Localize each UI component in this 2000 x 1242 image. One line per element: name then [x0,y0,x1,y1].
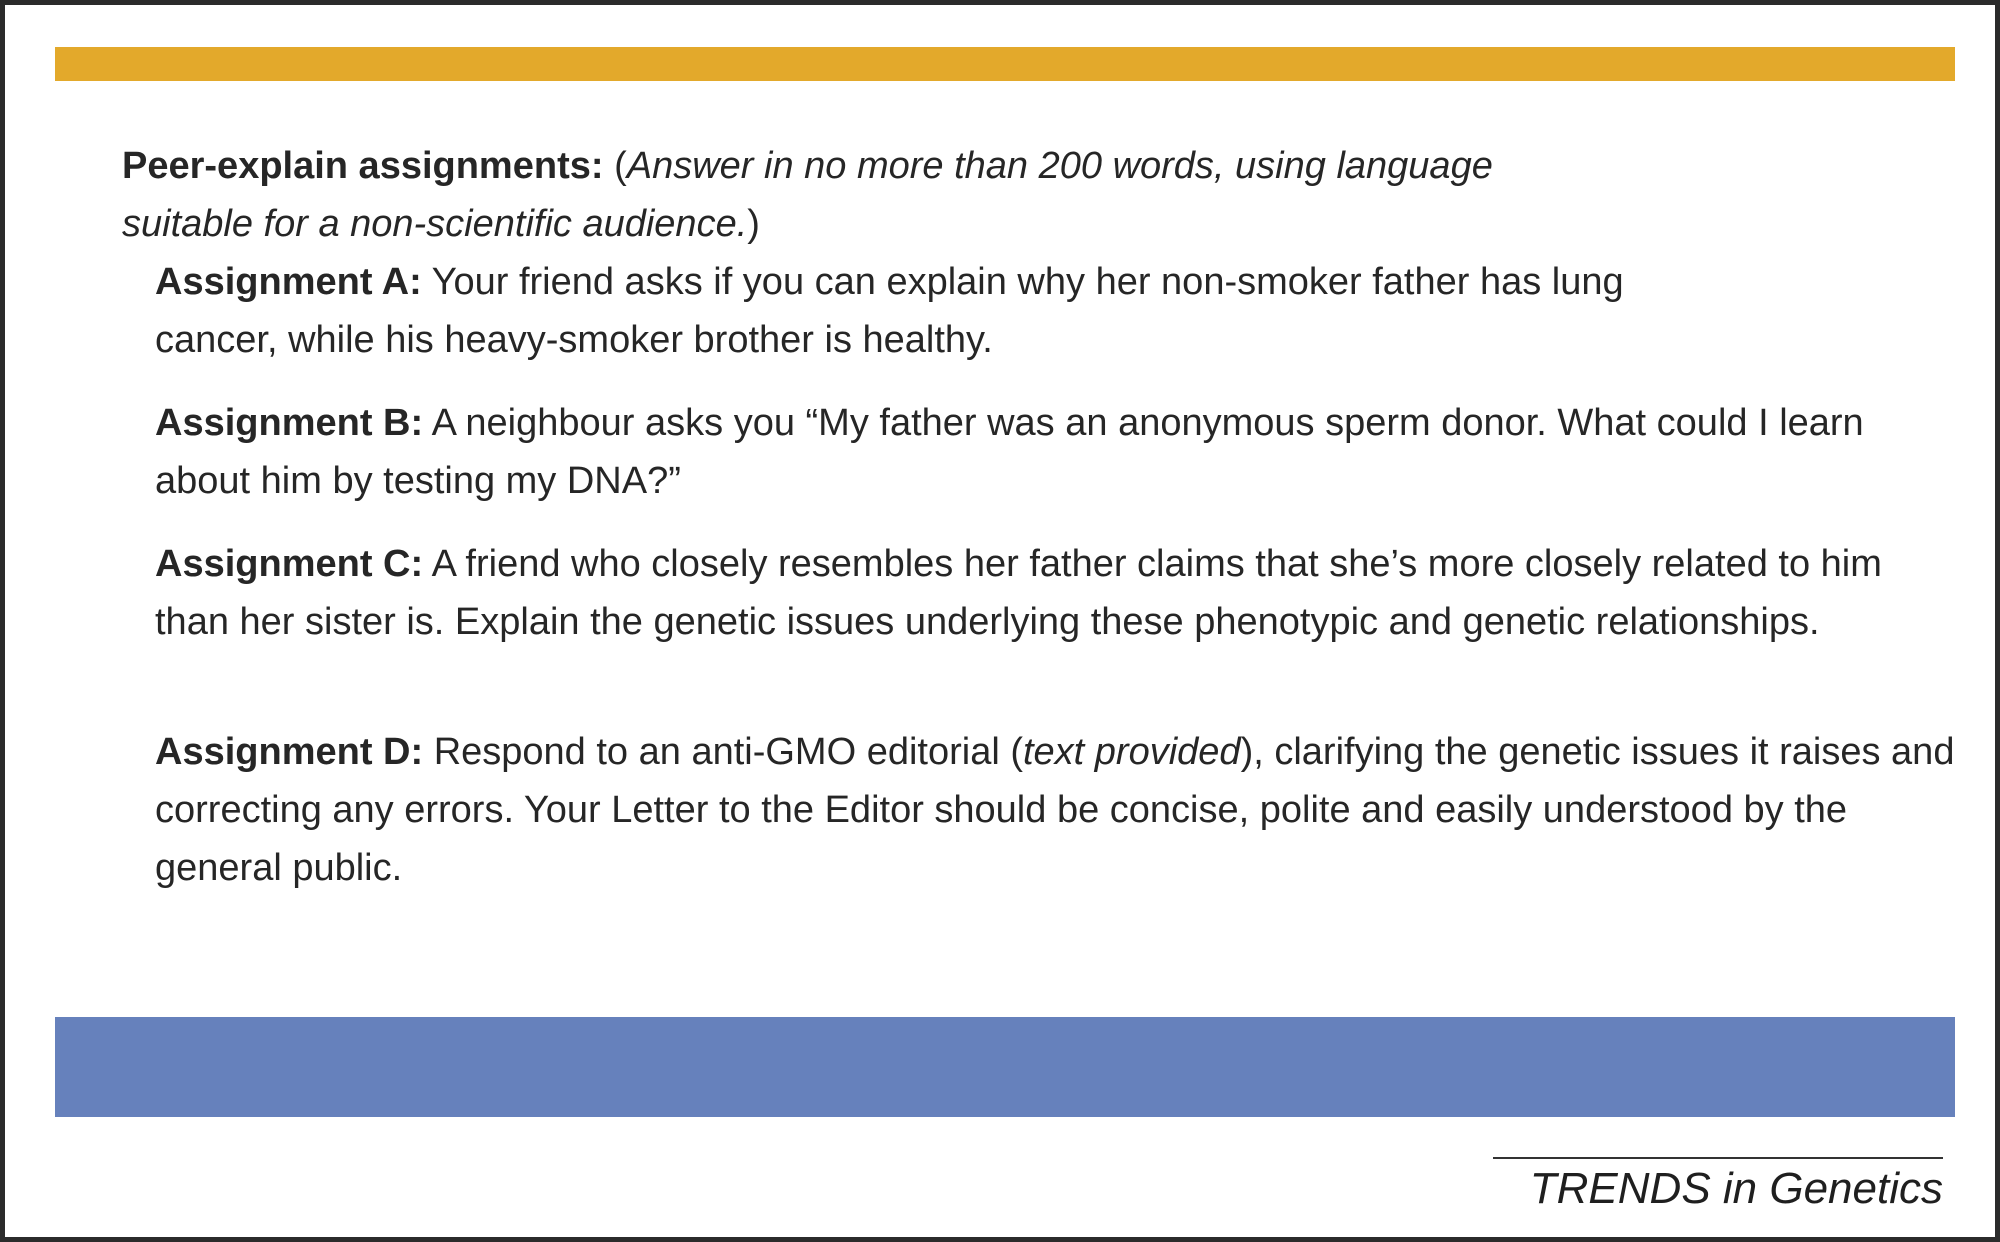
assignment-a [155,253,1715,369]
intro-open-paren: ( [603,145,627,187]
assignment-b-text: A neighbour asks you “My father was an anonymous sperm donor. What could I learn about him by testing my DNA?” [155,402,1864,502]
assignment-c-label: Assignment C: [155,543,424,585]
assignment-c [155,535,1895,651]
assignment-d-text-after: ), clarifying the genetic issues it raises and correcting any errors. Your Letter to the Editor should be concise, polite and easily understood by the general public. [155,731,1955,889]
assignment-d-emphasis: text provided [1022,731,1241,773]
assignment-d-label: Assignment D: [155,731,424,773]
journal-credit: TRENDS in Genetics [1493,1157,1943,1215]
assignment-list [122,253,1955,897]
box-content [122,137,1955,897]
assignment-a-label: Assignment A: [155,261,422,303]
assignment-a-text: Your friend asks if you can explain why her non-smoker father has lung cancer, while his heavy-smoker brother is healthy. [155,261,1624,361]
bottom-accent-bar [55,1017,1955,1117]
intro-paragraph [122,137,1542,253]
assignment-b [155,394,1895,510]
assignment-d-text-before: Respond to an anti-GMO editorial ( [423,731,1023,773]
assignment-b-label: Assignment B: [155,402,424,444]
top-accent-bar [55,47,1955,81]
assignment-d [155,723,1955,897]
intro-note: Answer in no more than 200 words, using language suitable for a non-scientific audience. [122,145,1493,245]
intro-close-paren: ) [747,203,760,245]
assignment-c-text: A friend who closely resembles her father claims that she’s more closely related to him than her sister is. Explain the genetic issues underlying these phenotypic and genetic relationships. [155,543,1882,643]
intro-label: Peer-explain assignments: [122,145,604,187]
